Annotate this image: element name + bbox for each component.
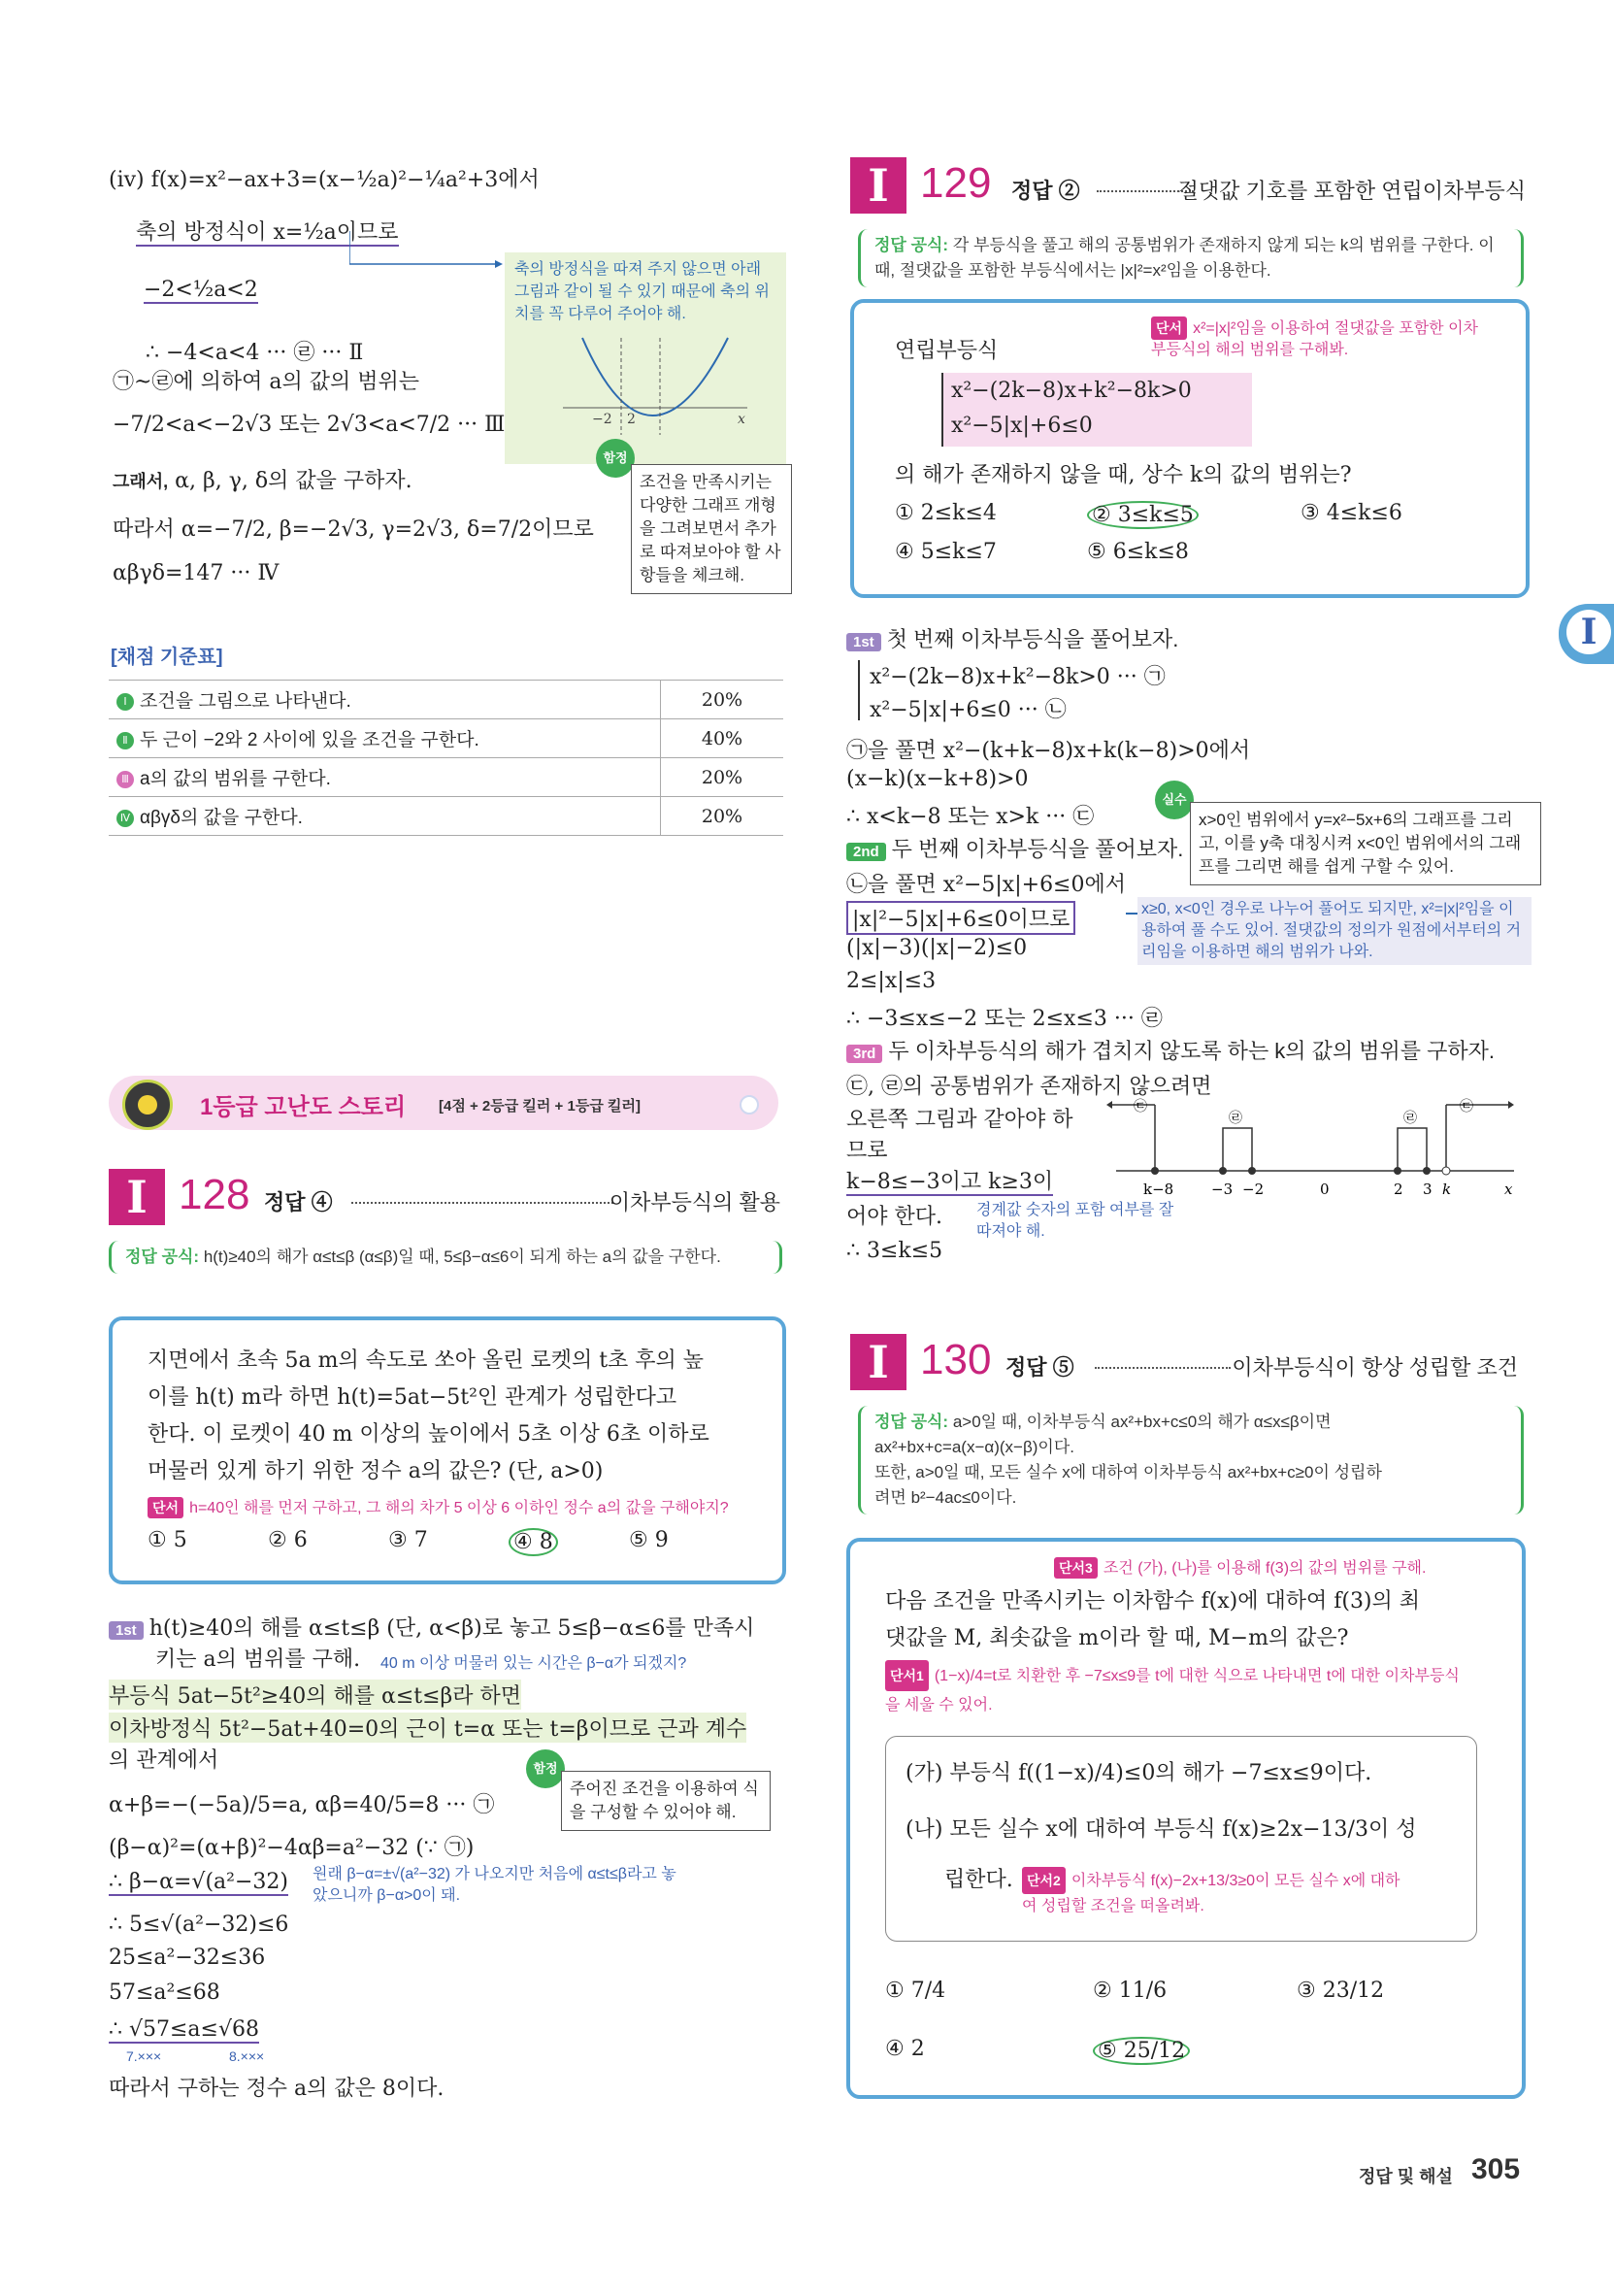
page-number: 305 <box>1471 2153 1521 2185</box>
chapter-badge: I <box>850 1334 906 1390</box>
mistake-note: x>0인 범위에서 y=x²−5x+6의 그래프를 그리고, 이를 y축 대칭시켜 x<0인 범위에서의 그래프를 그리면 해를 쉽게 구할 수 있어. <box>1190 802 1541 885</box>
choice-2[interactable]: ② 11/6 <box>1093 1979 1168 2003</box>
sol129-b2: |x|²−5|x|+6≤0이므로 <box>846 901 1075 935</box>
choice-3[interactable]: ③ 4≤k≤6 <box>1301 501 1402 525</box>
q128-line3: 한다. 이 로켓이 40 m 이상의 높이에서 5초 이상 6초 이하로 <box>148 1422 709 1447</box>
sol128-line5: α+β=−(−5a)/5=a, αβ=40/5=8 ··· ㉠ <box>109 1793 495 1817</box>
problem-130-question <box>846 1538 1526 2099</box>
nl-label-0: 0 <box>1320 1181 1330 1198</box>
q129-ineq2: x²−5|x|+6≤0 <box>951 414 1093 438</box>
condition-b1: (나) 모든 실수 x에 대하여 부등식 f(x)≥2x−13/3이 성 <box>906 1817 1417 1842</box>
footer-label: 정답 및 해설 <box>1359 2167 1453 2186</box>
chapter-side-tab-label: I <box>1566 610 1611 654</box>
score-row: Ⅳ αβγδ의 값을 구한다. 20% <box>109 797 783 836</box>
q128-line2: 이를 h(t) m라 하면 h(t)=5at−5t²인 관계가 성립한다고 <box>148 1385 677 1410</box>
graph-axis-x: x <box>738 412 745 427</box>
nl-label-x: x <box>1504 1181 1513 1198</box>
mistake-badge: 실수 <box>1155 781 1194 819</box>
banner-sub: [4점 + 2등급 킬러 + 1등급 킬러] <box>439 1098 641 1115</box>
choice-4[interactable]: ④ 2 <box>885 2037 925 2061</box>
q130-line2: 댓값을 M, 최솟값을 m이라 할 때, M−m의 값은? <box>885 1626 1349 1650</box>
nl-label-2: 2 <box>1394 1181 1403 1198</box>
chapter-badge: I <box>109 1169 165 1225</box>
sol128-line8: ∴ 5≤√(a²−32)≤6 <box>109 1913 289 1937</box>
score-num: Ⅲ <box>116 771 134 788</box>
nl-label-3: 3 <box>1423 1181 1433 1198</box>
sol128-line2: 부등식 5at−5t²≥40의 해를 α≤t≤β라 하면 <box>109 1680 521 1710</box>
score-num: Ⅱ <box>116 732 134 749</box>
problem-number: 128 <box>179 1171 250 1218</box>
choice-1[interactable]: ① 2≤k≤4 <box>895 501 997 525</box>
sol128-sub2: 8.××× <box>229 2048 265 2064</box>
score-row: Ⅱ 두 근이 −2와 2 사이에 있을 조건을 구한다. 40% <box>109 719 783 758</box>
sol129-c6: ∴ 3≤k≤5 <box>846 1239 943 1263</box>
sol128-step1: 1st h(t)≥40의 해를 α≤t≤β (단, α<β)로 놓고 5≤β−α≤6를 만족시 <box>109 1612 754 1642</box>
sol129-b4: 2≤|x|≤3 <box>846 969 937 993</box>
sol129-c2: 오른쪽 그림과 같아야 하 <box>846 1108 1073 1132</box>
sol129-step1: 1st 첫 번째 이차부등식을 풀어보자. <box>846 623 1178 653</box>
problem-129-question <box>850 299 1530 598</box>
sol-iv-line8: 따라서 α=−7/2, β=−2√3, γ=2√3, δ=7/2이므로 <box>113 517 594 542</box>
trap-badge: 함정 <box>596 439 635 478</box>
q130-hint2: 단서2 이차부등식 f(x)−2x+13/3≥0이 모든 실수 x에 대하여 성립할 조건을 떠올려봐. <box>1022 1867 1410 1919</box>
axis-note-text: 축의 방정식을 따져 주지 않으면 아래 그림과 같이 될 수 있기 때문에 축의 위치를 꼭 다루어 주어야 해. <box>514 261 770 322</box>
sol129-a4: (x−k)(x−k+8)>0 <box>846 767 1029 791</box>
choice-3[interactable]: ③ 7 <box>388 1528 428 1552</box>
condition-b2: 립한다. <box>944 1868 1013 1892</box>
chapter-side-tab[interactable] <box>1559 604 1614 664</box>
choice-4[interactable]: ④ 5≤k≤7 <box>895 540 997 564</box>
choice-1[interactable]: ① 5 <box>148 1528 187 1552</box>
leader-dots <box>1095 1367 1231 1369</box>
sol129-b3: (|x|−3)(|x|−2)≤0 <box>846 936 1028 960</box>
sol129-a3: ㉠을 풀면 x²−(k+k−8)x+k(k−8)>0에서 <box>846 739 1251 763</box>
sol-iv-line7: 그래서, α, β, γ, δ의 값을 구하자. <box>113 469 412 493</box>
sol-iv-line6: −7/2<a<−2√3 또는 2√3<a<7/2 ··· Ⅲ <box>113 413 506 437</box>
graph-tick-neg2: −2 <box>592 412 612 427</box>
nl-mark-left-seg: ㉣ <box>1229 1111 1242 1126</box>
q129-ineq1: x²−(2k−8)x+k²−8k>0 <box>951 379 1192 403</box>
sol128-line7-note: 원래 β−α=±√(a²−32) 가 나오지만 처음에 α≤t≤β라고 놓았으니까 β−α>0이 돼. <box>313 1866 676 1904</box>
sol-iv-line2: 축의 방정식이 x=½a이므로 <box>136 220 399 245</box>
problem-128-header <box>109 1169 780 1225</box>
problem-129-formula: 정답 공식: 각 부등식을 풀고 해의 공통범위가 존재하지 않게 되는 k의 범위를 구한다. 이때, 절댓값을 포함한 부등식에서는 |x|²=x²임을 이용한다. <box>858 229 1524 287</box>
banner-title: 1등급 고난도 스토리 <box>200 1094 407 1120</box>
trap-note: 조건을 만족시키는 다양한 그래프 개형을 그려보면서 추가로 따져보아야 할 사항들을 체크해. <box>631 464 792 594</box>
topic-label: 이차부등식이 항상 성립할 조건 <box>1232 1355 1518 1380</box>
sol129-b1: ㉡을 풀면 x²−5|x|+6≤0에서 <box>846 873 1126 897</box>
score-row: Ⅰ 조건을 그림으로 나타낸다. 20% <box>109 681 783 719</box>
q130-hint3: 단서3 조건 (가), (나)를 이용해 f(3)의 값의 범위를 구해. <box>1054 1555 1426 1579</box>
nl-label-neg3: −3 <box>1211 1181 1234 1198</box>
q129-hint: 단서 x²=|x|²임을 이용하여 절댓값을 포함한 이차부등식의 해의 범위를 구해봐. <box>1151 316 1481 361</box>
q130-conditions <box>885 1736 1477 1942</box>
sol129-step3: 3rd 두 이차부등식의 해가 겹치지 않도록 하는 k의 값의 범위를 구하자. <box>846 1035 1495 1065</box>
choice-4[interactable]: ④ 8 <box>509 1528 558 1556</box>
banner-hard-story <box>109 1076 778 1130</box>
sol129-a2: x²−5|x|+6≤0 ··· ㉡ <box>870 698 1067 722</box>
sol-iv-line3: −2<½a<2 <box>144 278 258 302</box>
problem-128-question <box>109 1316 786 1584</box>
choice-5[interactable]: ⑤ 6≤k≤8 <box>1087 540 1189 564</box>
sol128-line12: 따라서 구하는 정수 a의 값은 8이다. <box>109 2077 445 2101</box>
nl-label-k8: k−8 <box>1143 1181 1174 1198</box>
bomb-icon <box>122 1080 173 1130</box>
choice-1[interactable]: ① 7/4 <box>885 1979 946 2003</box>
sol129-c5-note: 경계값 숫자의 포함 여부를 잘 따져야 해. <box>976 1202 1174 1240</box>
sol-iv-line4: ∴ −4<a<4 ··· ㉣ ··· Ⅱ <box>146 341 364 365</box>
topic-label: 절댓값 기호를 포함한 연립이차부등식 <box>1177 179 1526 203</box>
sol129-brace <box>858 660 863 720</box>
condition-a: (가) 부등식 f((1−x)/4)≤0의 해가 −7≤x≤9이다. <box>906 1761 1372 1785</box>
sol128-line11: ∴ √57≤a≤√68 <box>109 2017 259 2042</box>
q129-system <box>941 373 1252 447</box>
problem-number: 130 <box>920 1336 992 1383</box>
score-row: Ⅲ a의 값의 범위를 구한다. 20% <box>109 758 783 797</box>
choice-5[interactable]: ⑤ 25/12 <box>1093 2037 1190 2065</box>
sol128-line6: (β−α)²=(α+β)²−4αβ=a²−32 (∵ ㉠) <box>109 1836 475 1860</box>
q129-text: 의 해가 존재하지 않을 때, 상수 k의 값의 범위는? <box>895 463 1352 487</box>
banner-dot-icon <box>740 1095 759 1115</box>
nl-label-neg2: −2 <box>1242 1181 1265 1198</box>
trap-note-128: 주어진 조건을 이용하여 식을 구성할 수 있어야 해. <box>561 1771 771 1831</box>
graph-tick-2: 2 <box>627 412 636 427</box>
axis-note-arrow <box>349 231 505 270</box>
chapter-badge: I <box>850 157 906 214</box>
sol128-sub1: 7.××× <box>126 2048 162 2064</box>
sol129-a5: ∴ x<k−8 또는 x>k ··· ㉢ <box>846 805 1095 829</box>
sol-iv-line5: ㉠~㉣에 의하여 a의 값의 범위는 <box>113 370 420 394</box>
q129-label: 연립부등식 <box>895 339 999 363</box>
score-num: Ⅰ <box>116 693 134 711</box>
sol129-b2-note: x≥0, x<0인 경우로 나누어 풀어도 되지만, x²=|x|²임을 이용하여 풀 수도 있어. 절댓값의 정의가 원점에서부터의 거리임을 이용하면 해의 범위가 나와. <box>1137 897 1532 965</box>
q130-line1: 다음 조건을 만족시키는 이차함수 f(x)에 대하여 f(3)의 최 <box>885 1589 1421 1614</box>
nl-mark-right-ray: ㉢ <box>1460 1099 1473 1115</box>
problem-128-formula: 정답 공식: h(t)≥40의 해가 α≤t≤β (α≤β)일 때, 5≤β−α≤6이 되게 하는 a의 값을 구한다. <box>109 1241 782 1274</box>
q130-hint1: 단서1 (1−x)/4=t로 치환한 후 −7≤x≤9를 t에 대한 식으로 나타내면 t에 대한 이차부등식을 세울 수 있어. <box>885 1660 1467 1720</box>
sol129-c3: 므로 <box>846 1139 888 1163</box>
nl-label-k: k <box>1442 1181 1452 1198</box>
q128-hint: 단서 h=40인 해를 먼저 구하고, 그 해의 차가 5 이상 6 이하인 정수 a의 값을 구해야지? <box>148 1495 729 1518</box>
sol129-a1: x²−(2k−8)x+k²−8k>0 ··· ㉠ <box>870 665 1166 689</box>
number-line <box>1106 1093 1524 1214</box>
sol129-c4: k−8≤−3이고 k≥3이 <box>846 1170 1054 1194</box>
topic-label: 이차부등식의 활용 <box>609 1190 780 1215</box>
sol128-line3: 이차방정식 5t²−5at+40=0의 근이 t=α 또는 t=β이므로 근과 계수 <box>109 1713 746 1743</box>
sol128-step1b: 키는 a의 범위를 구해. <box>155 1647 361 1672</box>
score-num: Ⅳ <box>116 810 134 827</box>
problem-129-header <box>850 157 1526 214</box>
answer-label: 정답 ② <box>1011 179 1080 203</box>
score-table <box>109 680 783 836</box>
sol129-c1: ㉢, ㉣의 공통범위가 존재하지 않으려면 <box>846 1075 1212 1099</box>
sol129-b5: ∴ −3≤x≤−2 또는 2≤x≤3 ··· ㉣ <box>846 1007 1163 1031</box>
axis-note-box <box>505 252 786 464</box>
q128-line1: 지면에서 초속 5a m의 속도로 쏘아 올린 로켓의 t초 후의 높 <box>148 1348 705 1373</box>
sol128-line4: 의 관계에서 <box>109 1748 219 1773</box>
leader-dots <box>351 1202 613 1204</box>
answer-label: 정답 ④ <box>264 1190 333 1215</box>
choice-3[interactable]: ③ 23/12 <box>1297 1979 1385 2003</box>
sol128-line7: ∴ β−α=√(a²−32) <box>109 1870 288 1894</box>
q128-line4: 머물러 있게 하기 위한 정수 a의 값은? (단, a>0) <box>148 1459 604 1483</box>
sol-iv-line1: (iv) f(x)=x²−ax+3=(x−½a)²−¼a²+3에서 <box>109 168 540 192</box>
sol129-c5: 어야 한다. <box>846 1205 942 1229</box>
parabola-sketch <box>563 328 757 445</box>
nl-mark-right-seg: ㉣ <box>1403 1111 1417 1126</box>
score-title: [채점 기준표] <box>111 647 223 668</box>
choice-2[interactable]: ② 3≤k≤5 <box>1087 501 1199 529</box>
sol128-line10: 57≤a²≤68 <box>109 1980 220 2005</box>
trap-badge-128: 함정 <box>526 1749 565 1788</box>
choice-2[interactable]: ② 6 <box>268 1528 308 1552</box>
sol129-step2: 2nd 두 번째 이차부등식을 풀어보자. <box>846 833 1183 863</box>
choice-5[interactable]: ⑤ 9 <box>629 1528 669 1552</box>
problem-130-header <box>850 1334 1518 1390</box>
sol-iv-line9: αβγδ=147 ··· Ⅳ <box>113 561 280 585</box>
problem-130-formula: 정답 공식: a>0일 때, 이차부등식 ax²+bx+c≤0의 해가 α≤x≤β이면 ax²+bx+c=a(x−α)(x−β)이다. 또한, a>0일 때, 모든 실수 x에 대하여 이차부등식 ax²+bx+c≥0이 성립하 려면 b²−4ac≤0이다. <box>858 1406 1524 1514</box>
problem-number: 129 <box>920 159 992 207</box>
sol128-line9: 25≤a²−32≤36 <box>109 1946 266 1970</box>
answer-label: 정답 ⑤ <box>1005 1355 1074 1380</box>
nl-mark-left-ray: ㉢ <box>1134 1099 1147 1115</box>
sol128-step1-note: 40 m 이상 머물러 있는 시간은 β−α가 되겠지? <box>380 1655 687 1672</box>
